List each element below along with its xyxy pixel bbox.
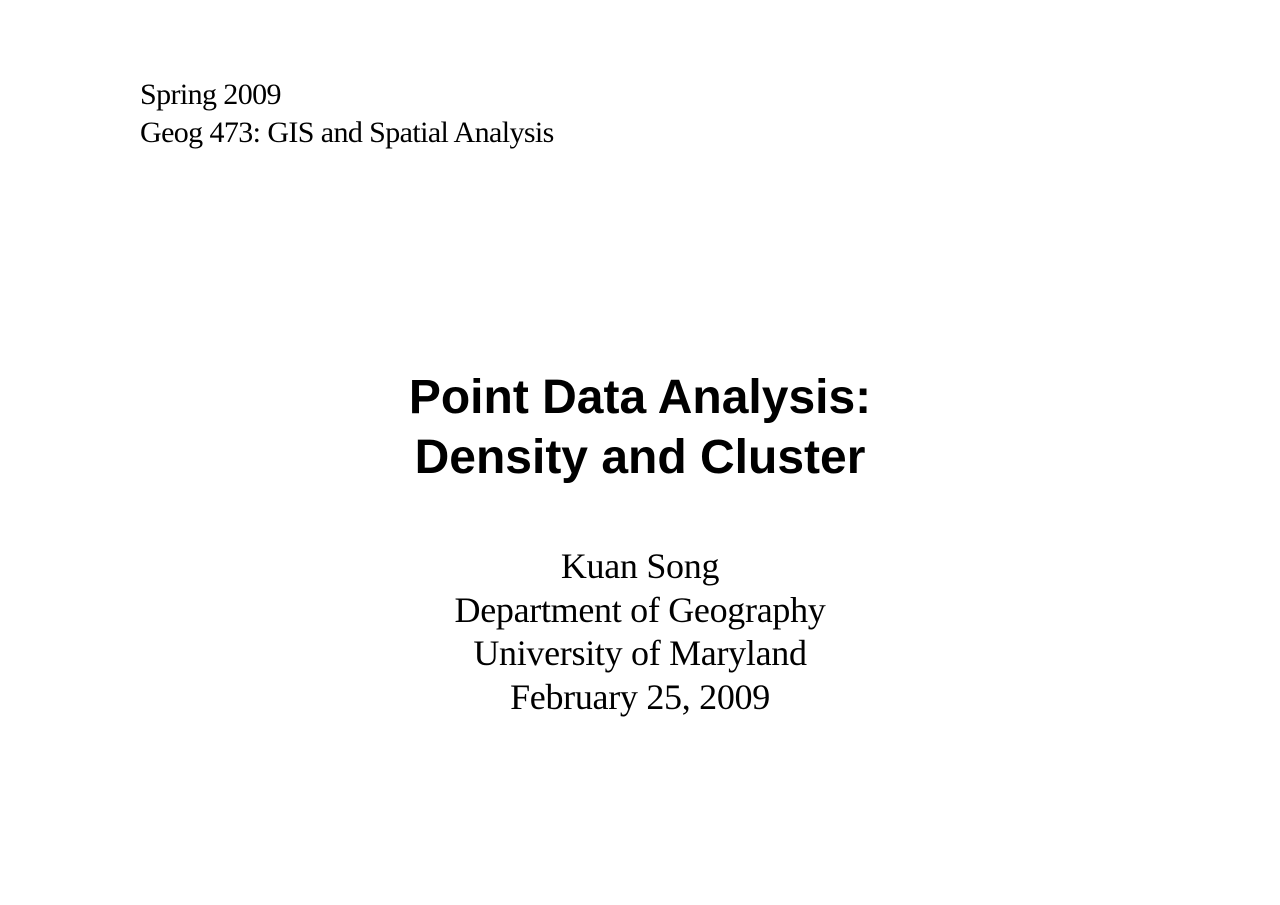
course-label: Geog 473: GIS and Spatial Analysis [140,116,554,149]
title-line-1: Point Data Analysis: [408,371,872,424]
course-info [140,76,554,152]
author-university: University of Maryland [473,633,807,673]
author-info [0,545,1280,719]
title-line-2: Density and Cluster [414,431,866,484]
term-label: Spring 2009 [140,78,281,111]
presentation-date: February 25, 2009 [510,676,770,717]
slide-title [0,368,1280,488]
author-department: Department of Geography [454,589,826,630]
author-name: Kuan Song [560,546,720,586]
